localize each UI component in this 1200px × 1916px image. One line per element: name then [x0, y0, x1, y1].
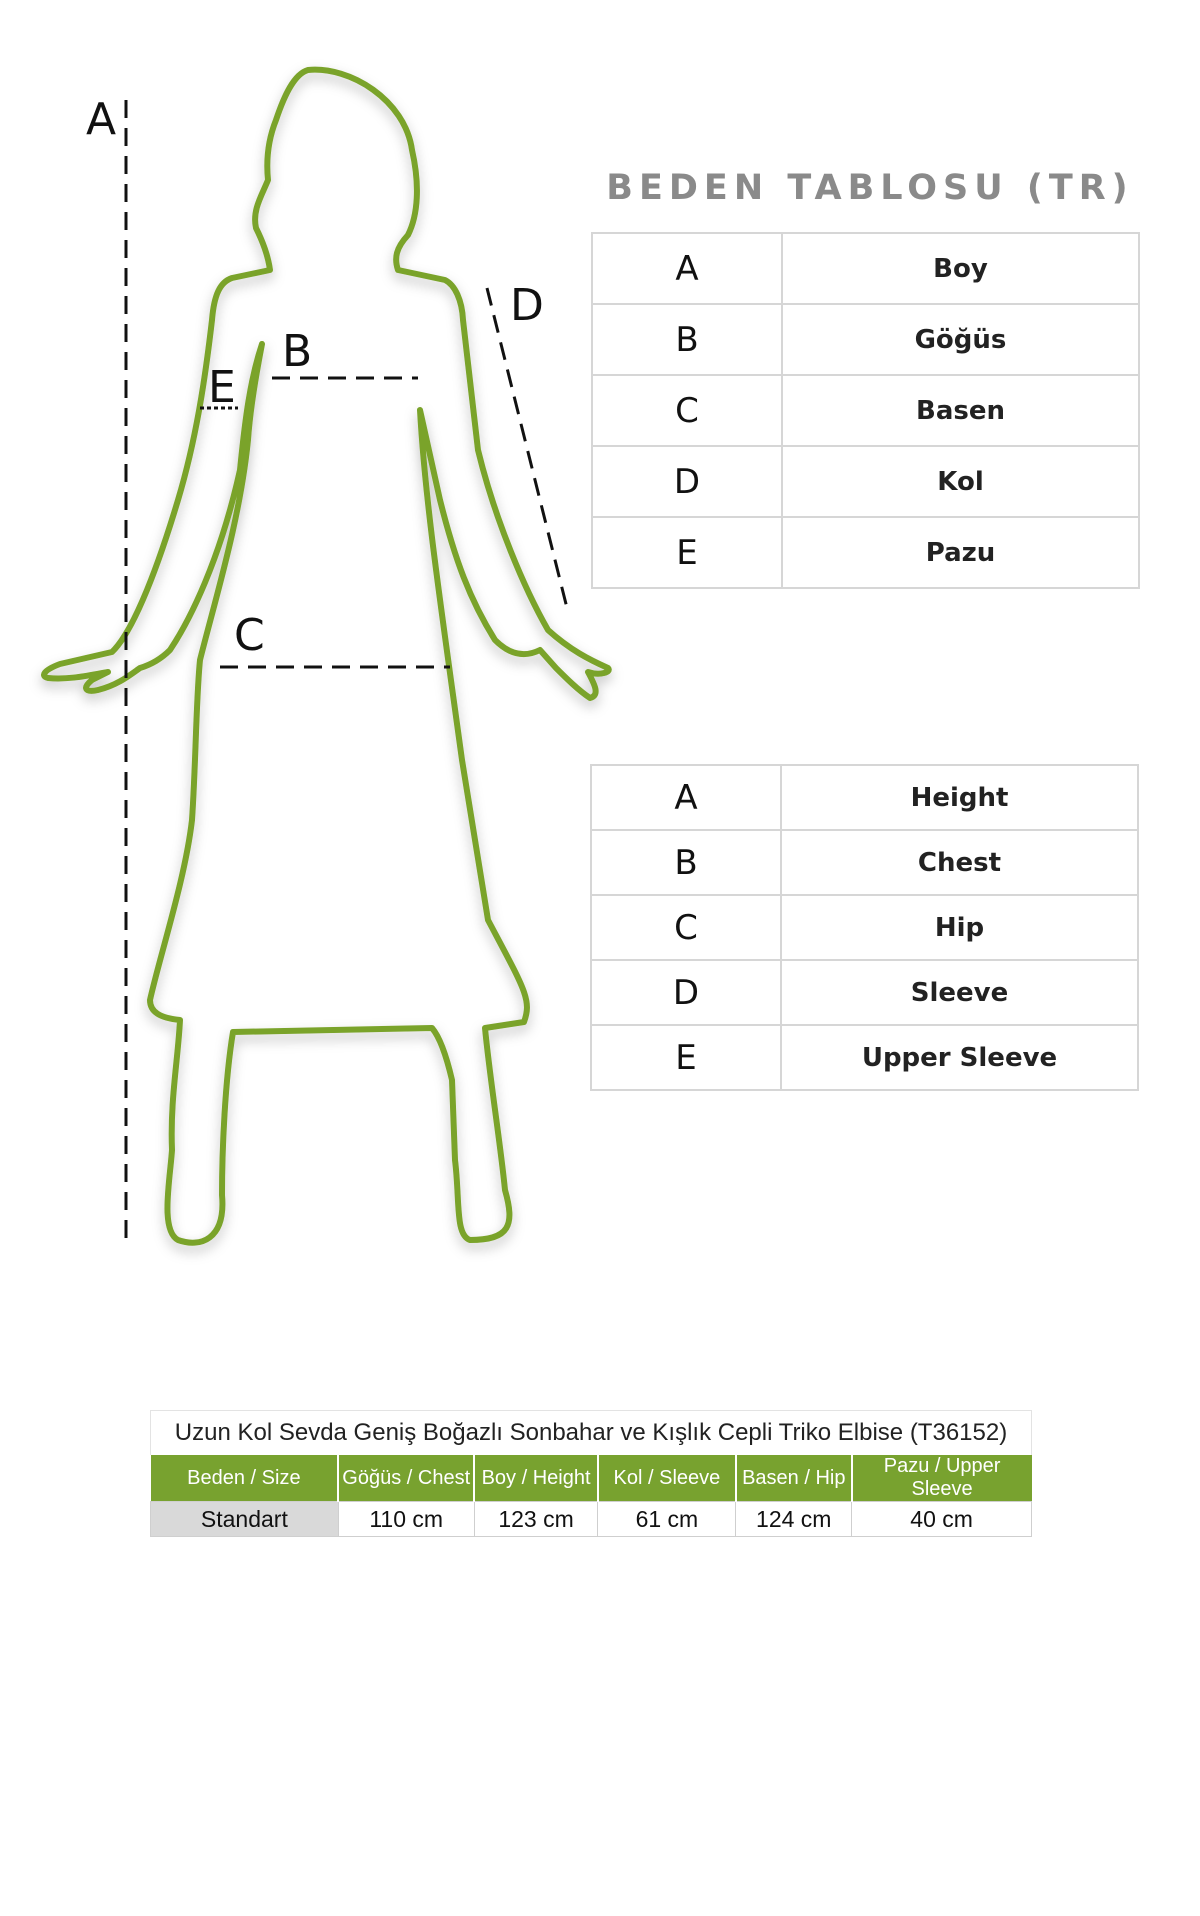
legend-key: D	[592, 446, 782, 517]
legend-key: E	[591, 1025, 781, 1090]
table-row	[591, 895, 1138, 960]
measure-line-d	[487, 288, 568, 612]
legend-value: Upper Sleeve	[781, 1025, 1138, 1090]
measurement-cell: 124 cm	[736, 1502, 852, 1537]
table-row	[151, 1502, 1032, 1537]
label-c: C	[234, 610, 265, 661]
legend-value: Pazu	[782, 517, 1139, 588]
table-row	[591, 1025, 1138, 1090]
table-row	[592, 446, 1139, 517]
table-row	[591, 960, 1138, 1025]
legend-value: Sleeve	[781, 960, 1138, 1025]
legend-key: D	[591, 960, 781, 1025]
measurement-cell: 61 cm	[598, 1502, 736, 1537]
size-table	[150, 1410, 1032, 1537]
table-row	[592, 304, 1139, 375]
table-row	[592, 233, 1139, 304]
legend-value: Chest	[781, 830, 1138, 895]
label-a: A	[86, 94, 117, 145]
legend-value: Kol	[782, 446, 1139, 517]
measurement-cell: 40 cm	[852, 1502, 1032, 1537]
size-cell: Standart	[151, 1502, 339, 1537]
label-e: E	[208, 362, 236, 413]
product-title: Uzun Kol Sevda Geniş Boğazlı Sonbahar ve Kışlık Cepli Triko Elbise (T36152)	[151, 1411, 1032, 1456]
legend-key: E	[592, 517, 782, 588]
column-header: Pazu / Upper Sleeve	[852, 1455, 1032, 1502]
legend-table-tr	[591, 232, 1140, 589]
label-d: D	[510, 280, 544, 331]
legend-table-en	[590, 764, 1139, 1091]
column-header: Boy / Height	[474, 1455, 598, 1502]
legend-value: Hip	[781, 895, 1138, 960]
legend-key: A	[591, 765, 781, 830]
legend-value: Height	[781, 765, 1138, 830]
column-header: Göğüs / Chest	[338, 1455, 474, 1502]
size-chart-heading: BEDEN TABLOSU (TR)	[606, 168, 1134, 208]
label-b: B	[282, 326, 313, 377]
legend-key: B	[591, 830, 781, 895]
size-table-header	[151, 1455, 1032, 1502]
table-row	[592, 375, 1139, 446]
measurement-cell: 110 cm	[338, 1502, 474, 1537]
measurement-cell: 123 cm	[474, 1502, 598, 1537]
table-row	[592, 517, 1139, 588]
column-header: Kol / Sleeve	[598, 1455, 736, 1502]
silhouette-outline	[44, 70, 609, 1243]
legend-value: Göğüs	[782, 304, 1139, 375]
legend-key: A	[592, 233, 782, 304]
legend-value: Boy	[782, 233, 1139, 304]
column-header: Beden / Size	[151, 1455, 339, 1502]
legend-key: C	[592, 375, 782, 446]
table-row	[591, 765, 1138, 830]
table-row	[591, 830, 1138, 895]
legend-key: B	[592, 304, 782, 375]
legend-value: Basen	[782, 375, 1139, 446]
column-header: Basen / Hip	[736, 1455, 852, 1502]
legend-key: C	[591, 895, 781, 960]
